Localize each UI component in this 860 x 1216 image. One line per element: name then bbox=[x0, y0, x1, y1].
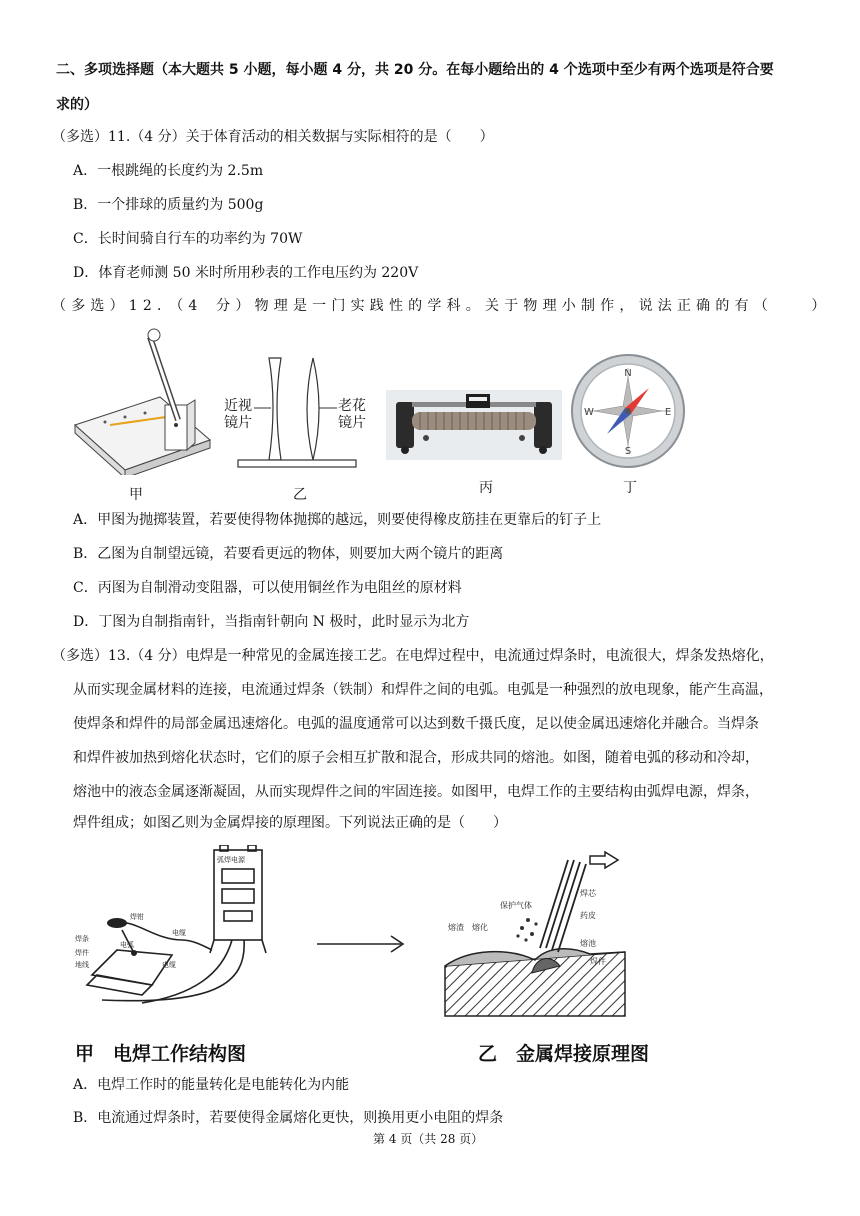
myopia-lens-label-2: 镜片 bbox=[224, 415, 252, 431]
label-cable-1: 电缆 bbox=[172, 929, 186, 937]
label-rod: 焊条 bbox=[75, 935, 89, 943]
label-pool: 熔池 bbox=[580, 939, 596, 948]
page-footer: 第 4 页（共 28 页） bbox=[373, 1132, 484, 1146]
label-coating: 药皮 bbox=[580, 911, 596, 920]
figure-caption-yi: 乙 bbox=[293, 487, 307, 503]
presbyopia-lens-label-1: 老花 bbox=[338, 398, 366, 414]
q12-option-b: B．乙图为自制望远镜，若要看更远的物体，则要加大两个镜片的距离 bbox=[73, 546, 504, 562]
figure-caption-jia: 甲 bbox=[129, 487, 143, 503]
label-arc-power: 弧焊电源 bbox=[217, 856, 245, 864]
compass-figure bbox=[569, 352, 687, 470]
presbyopia-lens-label-2: 镜片 bbox=[338, 415, 366, 431]
q12-option-a: A．甲图为抛掷装置，若要使得物体抛掷的越远，则要使得橡皮筋挂在更靠后的钉子上 bbox=[73, 512, 602, 528]
compass-w-label: W bbox=[584, 407, 594, 418]
q12-option-d: D．丁图为自制指南针，当指南针朝向 N 极时，此时显示为北方 bbox=[73, 614, 470, 630]
q11-option-a: A．一根跳绳的长度约为 2.5m bbox=[73, 163, 264, 179]
arrow-icon bbox=[315, 932, 410, 956]
q13-option-b: B．电流通过焊条时，若要使得金属熔化更快，则换用更小电阻的焊条 bbox=[73, 1110, 504, 1126]
catapult-figure bbox=[70, 325, 215, 475]
q13-line-1: （多选）13.（4 分）电焊是一种常见的金属连接工艺。在电焊过程中，电流通过焊条时，电流很大，焊条发热熔化， bbox=[52, 648, 774, 664]
q13-line-3: 使焊条和焊件的局部金属迅速熔化。电弧的温度通常可以达到数千摄氏度，足以使金属迅速熔化并融合。当焊条 bbox=[73, 716, 759, 732]
label-core: 焊芯 bbox=[580, 889, 596, 898]
q13-line-6: 焊件组成；如图乙则为金属焊接的原理图。下列说法正确的是（ ） bbox=[73, 815, 507, 831]
label-welding-clamp: 焊钳 bbox=[130, 913, 144, 921]
label-melt: 熔化 bbox=[472, 923, 488, 932]
q11-option-c: C．长时间骑自行车的功率约为 70W bbox=[73, 231, 303, 247]
label-cable-2: 电缆 bbox=[162, 961, 176, 969]
caption-welding-principle: 乙 金属焊接原理图 bbox=[478, 1043, 650, 1065]
q13-option-a: A．电焊工作时的能量转化是电能转化为内能 bbox=[73, 1077, 350, 1093]
label-workpiece-right: 焊件 bbox=[590, 957, 606, 966]
section-heading-line1: 二、多项选择题（本大题共 5 小题，每小题 4 分，共 20 分。在每小题给出的 4 个选项中至少有两个选项是符合要 bbox=[56, 62, 774, 78]
caption-welding-structure: 甲 电焊工作结构图 bbox=[75, 1043, 247, 1065]
q13-line-2: 从而实现金属材料的连接，电流通过焊条（铁制）和焊件之间的电弧。电弧是一种强烈的放电现象，能产生高温， bbox=[73, 682, 773, 698]
myopia-lens-label-1: 近视 bbox=[224, 398, 252, 414]
welding-structure-figure bbox=[72, 845, 352, 1025]
compass-e-label: E bbox=[664, 407, 672, 418]
section-heading-line2: 求的） bbox=[56, 97, 98, 113]
welding-principle-figure bbox=[440, 848, 630, 1028]
compass-n-label: N bbox=[624, 368, 632, 379]
label-arc: 电弧 bbox=[120, 941, 134, 949]
label-slag: 熔渣 bbox=[448, 923, 464, 932]
q11-stem: （多选）11.（4 分）关于体育活动的相关数据与实际相符的是（ ） bbox=[52, 129, 494, 145]
label-workpiece: 焊件 bbox=[75, 949, 89, 957]
q12-option-c: C．丙图为自制滑动变阻器，可以使用铜丝作为电阻丝的原材料 bbox=[73, 580, 462, 596]
compass-s-label: S bbox=[624, 446, 632, 457]
figure-caption-ding: 丁 bbox=[623, 480, 637, 496]
q11-option-b: B．一个排球的质量约为 500g bbox=[73, 197, 264, 213]
q11-option-d: D．体育老师测 50 米时所用秒表的工作电压约为 220V bbox=[73, 265, 419, 281]
q13-line-4: 和焊件被加热到熔化状态时，它们的原子会相互扩散和混合，形成共同的熔池。如图，随着电弧的移动和冷却， bbox=[73, 750, 759, 766]
figure-caption-bing: 丙 bbox=[479, 480, 493, 496]
rheostat-figure bbox=[386, 390, 562, 460]
q12-stem: （多选）12．（4 分）物理是一门实践性的学科。关于物理小制作，说法正确的有（ ） bbox=[52, 298, 831, 314]
label-ground: 地线 bbox=[75, 961, 89, 969]
q13-line-5: 熔池中的液态金属逐渐凝固，从而实现焊件之间的牢固连接。如图甲，电焊工作的主要结构由弧焊电源，焊条， bbox=[73, 784, 759, 800]
label-shield-gas: 保护气体 bbox=[500, 901, 532, 910]
